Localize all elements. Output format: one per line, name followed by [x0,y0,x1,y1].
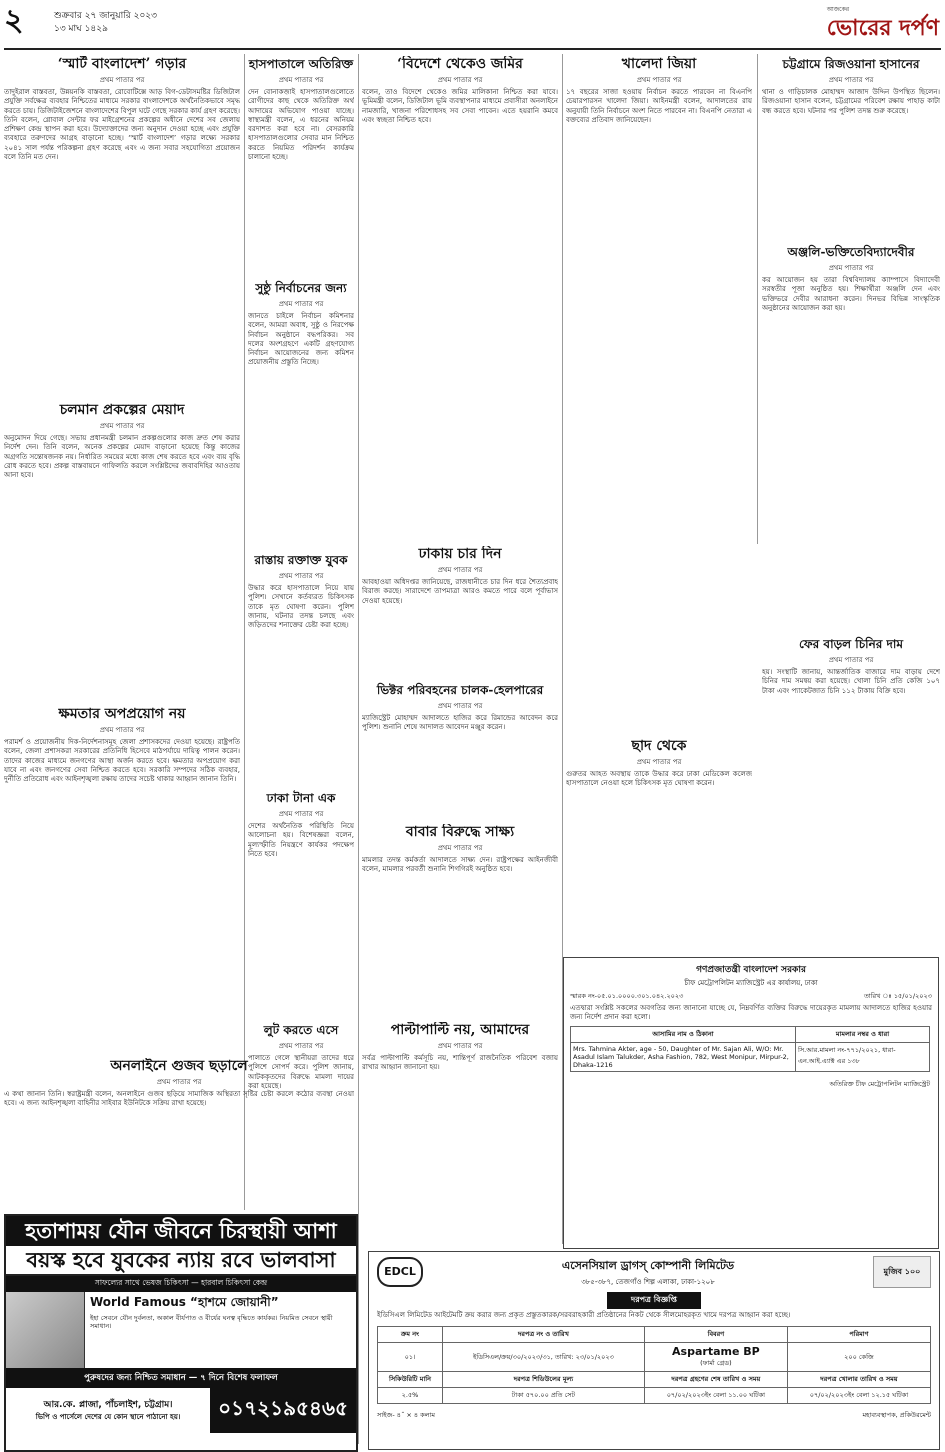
headline: ‘বিদেশে থেকেও জমির [397,56,523,72]
ad-size: সাইজ- ৪˝ × ৪ কলাম [377,1411,436,1420]
headline: বাবার বিরুদ্ধে সাক্ষ্য [405,824,515,840]
continued-label: প্রথম পাতার পর [828,264,874,272]
story-khaleda-zia [566,56,752,736]
opening-date: ০৭/০২/২০২৩ইং বেলা ১২.১৫ ঘটিকা [787,1388,930,1404]
story-fair-election [248,280,354,550]
item-name: Aspartame BP [672,1345,760,1359]
headline: লুট করতে এসে [263,1023,339,1037]
headline: ক্ষমতার অপপ্রয়োগ নয় [58,706,186,722]
story-transport-driver [362,682,558,822]
story-body: অনুমোদন দিয়ে গেছে। সভায় প্রধানমন্ত্রী চলমান প্রকল্পগুলোর কাজ দ্রুত শেষ করার নির্দেশ দেন। তিনি বলেন, অনেক প্রকল্পের মেয়াদ বাড়ানো হয়েছে কিন্তু কাজের অগ্রগতি সন্তোষজনক নয়। নির্ধারিত সময়ের মধ্যে কাজ শেষ করতে হবে এবং ব্যয় বৃদ্ধি রোধ করতে হবে। প্রকল্প বাস্তবায়নে গাফিলতি করলে সংশ্লিষ্টদের জবাবদিহির আওতায় আনা হবে। [4,434,240,480]
ad-description: ইহা সেবনে যৌন দুর্বলতা, অকাল বীর্যপাত ও বীর্যের ঘনত্ব বৃদ্ধিতে কার্যকর। নিয়মিত সেবনে স্থায়ী সমাধান। [90,1314,333,1331]
accused-details: Mrs. Tahmina Akter, age - 50, Daughter of Mr. Sajan Ali, W/O: Mr. Asadul Islam Talukder, Asha Fashion, 782, West Monipur, Mirpur-2, Dhaka-1216 [571,1042,796,1071]
ad-strip: সাফল্যের সাথে ভেষজ চিকিৎসা — হারবাল চিকিৎসা কেন্দ্র [6,1276,356,1292]
table-row [378,1388,931,1404]
ad-description-block [85,1292,356,1368]
ad-product-name: World Famous “হাশমে জোয়ানী” [90,1295,279,1309]
company-logo-icon: EDCL [377,1257,423,1287]
continued-label: প্রথম পাতার পর [437,702,483,710]
table-header: দরপত্র নং ও তারিখ [443,1327,645,1343]
column-divider [358,54,359,1444]
story-body: কর আয়োজন হয় তারা বিশ্ববিদ্যালয় ক্যাম্পাসে বিদ্যাদেবী সরস্বতীর পূজা অনুষ্ঠিত হয়। শিক্ষার্থীরা অঞ্জলি দেন এবং ভক্তিভরে দেবীর আরাধনা করেন। দিনভর বিভিন্ন সাংস্কৃতিক অনুষ্ঠানের আয়োজন করা হয়। [762,276,940,312]
story-body: পালাতে গেলে স্থানীয়রা তাদের ধরে পুলিশে সোপর্দ করে। পুলিশ জানায়, আটককৃতদের বিরুদ্ধে মামলা দায়ের করা হয়েছে। [248,1054,354,1090]
headline: অঞ্জলি-ভক্তিতেবিদ্যাদেবীর [787,245,915,259]
continued-label: প্রথম পাতার পর [278,572,324,580]
memo-date: তারিখ ঃ ১৫/০১/২০২৩ [863,992,932,1000]
story-body: তাদুইরাল বাস্তবতা, উন্নয়নকি বাস্তবতা, রোবোটিক্সে আড় বিগ-ডেটাসমষ্টির ডিজিটাল প্রযুক্তি সর্বক্ষেত্র ব্যবহার নিশ্চিতের মাধ্যমে সরকার বাংলাদেশকে অর্থনৈতিকভাবে সমৃদ্ধ করতে চায়। ডিজিটাইজেশনে বাংলাদেশের বিপুল ঘটে গেছে সরকার কার্য গ্রহণ করেছে। তিনি বলেন, গ্লোবাল সেন্টার ফর মাইগ্রেশনের প্রকল্পের অধীনে দেশের সব জেলায় প্রশিক্ষণ কেন্দ্র স্থাপন করা হবে। উদ্যোক্তাদের জন্য অনুদান দেওয়া হচ্ছে এবং প্রযুক্তি ব্যবহারে তরুণদের আগ্রহ বাড়ানো হচ্ছে। ‘স্মার্ট বাংলাদেশ’ গড়ার লক্ষ্যে সরকার ২০৪১ সাল পর্যন্ত পরিকল্পনা গ্রহণ করেছে এবং এ জন্য সবার সহযোগিতা প্রয়োজন বলে তিনি মত দেন। [4,88,240,162]
security-money: ২.৫% [378,1388,443,1404]
story-body: আবহাওয়া অধিদপ্তর জানিয়েছে, রাজধানীতে চার দিন ধরে শৈত্যপ্রবাহ বিরাজ করছে। সারাদেশে তাপমাত্রা আরও কমতে পারে বলে পূর্বাভাস দেওয়া হয়েছে। [362,578,558,605]
tender-header [369,1252,939,1292]
headline: হাসপাতালে অতিরিক্ত [248,57,354,71]
item-grade: (ফার্মা গ্রেড) [700,1359,732,1368]
ad-doctor-photo [6,1292,85,1368]
table-header: আসামির নাম ও ঠিকানা [571,1026,796,1042]
ad-subheadline: বয়স্ক হবে যুবকের ন্যায় রবে ভালবাসা [6,1246,356,1276]
table-header: সিকিউরিটি মানি [378,1372,443,1388]
company-name: এসেনসিয়াল ড্রাগস্ কোম্পানী লিমিটেড [561,1258,735,1272]
table-row [378,1343,931,1372]
story-body: উদ্ধার করে হাসপাতালে নিয়ে যায় পুলিশ। সেখানে কর্তব্যরত চিকিৎসক তাকে মৃত ঘোষণা করেন। পুলিশ জানায়, ঘটনার তদন্ত চলছে এবং জড়িতদের শনাক্তের চেষ্টা করা হচ্ছে। [248,584,354,630]
ad-address: আর.কে. প্লাজা, পাঁচলাইশ, চট্টগ্রাম। [43,1399,173,1410]
story-father-testimony [362,824,558,1020]
story-body: এ কথা জানান তিনি। স্বরাষ্ট্রমন্ত্রী বলেন, অনলাইনে গুজব ছড়িয়ে সামাজিক অস্থিরতা সৃষ্টির চেষ্টা করলে কঠোর ব্যবস্থা নেওয়া হবে। এ জন্য আইনশৃঙ্খলা বাহিনীর সাইবার ইউনিটকে সক্রিয় রাখা হয়েছে। [4,1090,354,1108]
continued-label: প্রথম পাতার পর [99,422,145,430]
headline: খালেদা জিয়া [621,56,697,72]
story-counter-program [362,1022,558,1246]
story-abroad-land [362,56,558,544]
headline: ছাদ থেকে [631,738,687,754]
notice-signature: অতিরিক্ত চীফ মেট্রোপলিটন ম্যাজিস্ট্রেট [829,1079,930,1088]
government-notice [563,957,939,1249]
continued-label: প্রথম পাতার পর [99,76,145,84]
table-header: দরপত্র গ্রহণের শেষ তারিখ ও সময় [644,1372,787,1388]
story-hospital [248,56,354,276]
continued-label: প্রথম পাতার পর [156,1078,202,1086]
story-body: বলেন, তাও বিদেশে থেকেও জমির মালিকানা নিশ্চিত করা যাবে। ভূমিমন্ত্রী বলেন, ডিজিটাল ভূমি ব্যবস্থাপনার মাধ্যমে প্রবাসীরা অনলাইনে নামজারি, খাজনা পরিশোধসহ সব সেবা পাবেন। এতে হয়রানি কমবে এবং স্বচ্ছতা নিশ্চিত হবে। [362,88,558,124]
memo-number: স্মারক নং-০৫.০১.০০০০.৩০১.০৪২.২০২৩ [570,992,684,1000]
ad-offer-band: পুরুষদের জন্য নিশ্চিত সমাধান — ৭ দিনে বিশেষ ফলাফল [6,1368,356,1388]
story-dhaka-four-days [362,546,558,680]
advertisement [4,1214,358,1452]
ad-address-block [6,1396,210,1426]
company-name-block [423,1257,873,1288]
notice-reference [564,989,938,1004]
story-body: থানা ও গাড়িচালক মোহাম্মদ আজাদ উদ্দিন উপস্থিত ছিলেন। রিজওয়ানা হাসান বলেন, চট্টগ্রামের পরিবেশ রক্ষায় পাহাড় কাটা বন্ধ করতে হবে। ঘটনার পর পুলিশ তদন্ত শুরু করেছে। [762,88,940,115]
story-body: ১৭ বছরের সাজা হওয়ায় নির্বাচন করতে পারবেন না বিএনপি চেয়ারপারসন খালেদা জিয়া। আইনমন্ত্রী বলেন, আদালতের রায় অনুযায়ী তিনি নির্বাচনে অংশ নিতে পারবেন না। বিএনপি নেতারা এ বক্তব্যের প্রতিবাদ জানিয়েছেন। [566,88,752,124]
tender-signature: মহাব্যবস্থাপক, প্রকিউরমেন্ট [862,1411,931,1420]
story-body: গুরুতর আহত অবস্থায় তাকে উদ্ধার করে ঢাকা মেডিকেল কলেজ হাসপাতালে নেওয়া হলে চিকিৎসক মৃত ঘোষণা করেন। [566,770,752,788]
logo-tagline: আজকের [826,6,850,13]
continued-label: প্রথম পাতার পর [437,844,483,852]
continued-label: প্রথম পাতার পর [278,76,324,84]
column-divider [757,54,758,544]
logo-text: ভোরের দর্পণ [826,15,939,41]
notice-body: এতদ্বারা সংশ্লিষ্ট সকলের অবগতির জন্য জানানো যাচ্ছে যে, নিম্নবর্ণিত ব্যক্তির বিরুদ্ধে দায়েরকৃত মামলায় আদালতে হাজির হওয়ার জন্য নির্দেশ প্রদান করা হলো। [570,1004,932,1022]
table-header: বিবরণ [644,1327,787,1343]
continued-label: প্রথম পাতার পর [278,1042,324,1050]
headline: অনলাইনে গুজব ছড়ালে [110,1058,248,1074]
table-row [571,1042,930,1071]
continued-label: প্রথম পাতার পর [437,1042,483,1050]
table-header: পরিমাণ [787,1327,930,1343]
schedule-price: টাকা ৫৭০.০০ প্রতি সেট [443,1388,645,1404]
continued-label: প্রথম পাতার পর [828,76,874,84]
headline: চলমান প্রকল্পের মেয়াদ [59,402,185,418]
story-tribute [762,244,940,634]
story-chittagong-rizwana [762,56,940,242]
headline: ‘স্মার্ট বাংলাদেশ’ গড়ার [57,56,187,72]
tender-notice [368,1251,940,1450]
story-dhaka-money [248,790,354,1020]
tender-intro: ইডিসিএল লিমিটেড আইটেমটি ক্রয় করার জন্য প্রকৃত প্রস্তুতকারক/সরবরাহকারী প্রতিষ্ঠানের নিকট থেকে সীলমোহরকৃত খামে দরপত্র আহ্বান করা হচ্ছে। [377,1311,791,1319]
headline: ফের বাড়ল চিনির দাম [799,637,903,651]
story-body: জানতে চাইলে নির্বাচন কমিশনার বলেন, আমরা অবাধ, সুষ্ঠু ও নিরপেক্ষ নির্বাচন অনুষ্ঠানে বদ্ধপরিকর। সব দলের অংশগ্রহণে একটি গ্রহণযোগ্য নির্বাচন আয়োজনের জন্য কমিশন প্রয়োজনীয় প্রস্তুতি নিচ্ছে। [248,312,354,367]
masthead-rule [4,48,941,50]
tender-footer [369,1408,939,1423]
headline: রাস্তায় রক্তাক্ত যুবক [254,553,348,567]
table-header: মামলার নম্বর ও ধারা [796,1026,930,1042]
serial-number: ০১। [378,1343,443,1372]
ad-phone-number: ০১৭২১৯৫৪৬৫ [210,1388,356,1433]
story-body: হয়। সংস্থাটি জানায়, আন্তর্জাতিক বাজারে দাম বাড়ায় দেশে চিনির দাম সমন্বয় করা হয়েছে। খোলা চিনি প্রতি কেজি ১০৭ টাকা এবং প্যাকেটজাত চিনি ১১২ টাকায় বিক্রি হবে। [762,668,940,695]
date-block [54,10,157,36]
quantity: ২০০ কেজি [787,1343,930,1372]
ad-headline: হতাশাময় যৌন জীবনে চিরস্থায়ী আশা [6,1216,356,1246]
table-header: দরপত্র খোলার তারিখ ও সময় [787,1372,930,1388]
continued-label: প্রথম পাতার পর [278,810,324,818]
headline: ভিক্টর পরিবহনের চালক-হেলপারের [376,683,544,697]
continued-label: প্রথম পাতার পর [437,76,483,84]
story-body: দেন বোনাকজ়াই হাসপাতালগুলোতে রোগীদের কাছ থেকে অতিরিক্ত অর্থ আদায়ের অভিযোগ পাওয়া যাচ্ছে। স্বাস্থ্যমন্ত্রী বলেন, এ ধরনের অনিয়ম বরদাশত করা হবে না। বেসরকারি হাসপাতালগুলোর সেবার মান নিশ্চিত করতে নিয়মিত পরিদর্শন কার্যক্রম চালানো হচ্ছে। [248,88,354,162]
headline: ঢাকায় চার দিন [418,546,502,562]
story-body: সর্বত্র পাল্টাপাল্টি কর্মসূচি নয়, শান্তিপূর্ণ রাজনৈতিক পরিবেশ বজায় রাখার আহ্বান জানানো হয়। [362,1054,558,1072]
notice-table [570,1026,930,1072]
ad-delivery-note: ভিপি ও পার্সেলে দেশের যে কোন স্থানে পাঠানো হয়। [35,1412,181,1421]
story-smart-bangladesh [4,56,240,400]
newspaper-logo [827,4,939,48]
story-sugar-price [762,636,940,952]
story-body: মামলার তদন্ত কর্মকর্তা আদালতে সাক্ষ্য দেন। রাষ্ট্রপক্ষের আইনজীবী বলেন, মামলার পরবর্তী শুনানি শিগগিরই অনুষ্ঠিত হবে। [362,856,558,874]
story-roof [566,738,752,954]
continued-label: প্রথম পাতার পর [437,566,483,574]
continued-label: প্রথম পাতার পর [278,300,324,308]
table-header: দরপত্র শিডিউলের মূল্য [443,1372,645,1388]
story-body: ম্যাজিস্ট্রেট মোহাম্মদ আদালতে হাজির করে রিমান্ডের আবেদন করে পুলিশ। শুনানি শেষে আদালত আবেদন মঞ্জুর করেন। [362,714,558,732]
headline: ঢাকা টানা এক [266,791,336,805]
mujib100-logo-icon: মুজিব ১০০ [873,1256,931,1288]
story-loot [248,1022,354,1208]
story-project-tenure [4,402,240,704]
date-gregorian: শুক্রবার ২৭ জানুয়ারি ২০২৩ [54,11,158,21]
tender-badge: দরপত্র বিজ্ঞপ্তি [607,1292,701,1309]
ad-footer [6,1388,356,1433]
company-address: ৩৮৫-৩৮৭, তেজগাঁও শিল্প এলাকা, ঢাকা-১২০৮ [581,1277,715,1286]
page-number: ২ [4,3,24,38]
headline: চট্টগ্রামে রিজওয়ানা হাসানের [782,57,920,71]
story-bloody-youth [248,552,354,788]
date-bengali: ১৩ মাঘ ১৪২৯ [54,24,108,34]
continued-label: প্রথম পাতার পর [636,76,682,84]
case-number: সি.আর.মামলা নং-৭৭১/২০২১, ধারা-এন.আই.এ্যাক্ট এর ১৩৮ [796,1042,930,1071]
continued-label: প্রথম পাতার পর [99,726,145,734]
continued-label: প্রথম পাতার পর [636,758,682,766]
headline: সুষ্ঠু নির্বাচনের জন্য [255,281,347,295]
story-power-abuse [4,706,240,1056]
tender-reference: ইডিসিএল/ক্রয়/৩০/২০২৩/৩১, তারিখ: ২৩/০১/২০২৩ [443,1343,645,1372]
story-body: দেশের অর্থনৈতিক পরিস্থিতি নিয়ে আলোচনা হয়। বিশেষজ্ঞরা বলেন, মূল্যস্ফীতি নিয়ন্ত্রণে কার্যকর পদক্ষেপ নিতে হবে। [248,822,354,858]
continued-label: প্রথম পাতার পর [828,656,874,664]
notice-subtitle: চীফ মেট্রোপলিটন ম্যাজিস্ট্রেট এর কার্যালয়, ঢাকা [684,979,818,987]
story-body: পরামর্শ ও প্রয়োজনীয় দিক-নির্দেশনাসমূহ জেলা প্রশাসকদের দেওয়া হয়েছে। রাষ্ট্রপতি বলেন, জেলা প্রশাসকরা সরকারের প্রতিনিধি হিসেবে মাঠপর্যায়ে দায়িত্ব পালন করেন। তাদের কাজের মাধ্যমে জনগণের আস্থা অর্জন করতে হবে। ক্ষমতার অপপ্রয়োগ করা যাবে না এবং জনগণের সেবা নিশ্চিত করতে হবে। সরকারি সম্পদের সঠিক ব্যবহার, দুর্নীতি প্রতিরোধ এবং আইনশৃঙ্খলা রক্ষায় তাদের সচেষ্ট থাকার আহ্বান জানান তিনি। [4,738,240,784]
closing-date: ০৭/০২/২০২৩ইং বেলা ১১.০০ ঘটিকা [644,1388,787,1404]
table-header: ক্রম নং [378,1327,443,1343]
tender-table [377,1326,931,1404]
notice-title: গণপ্রজাতন্ত্রী বাংলাদেশ সরকার [696,965,806,975]
headline: পাল্টাপাল্টি নয়, আমাদের [390,1022,530,1038]
item-cell [644,1343,787,1372]
column-divider [244,54,245,1210]
ad-middle [6,1292,356,1368]
